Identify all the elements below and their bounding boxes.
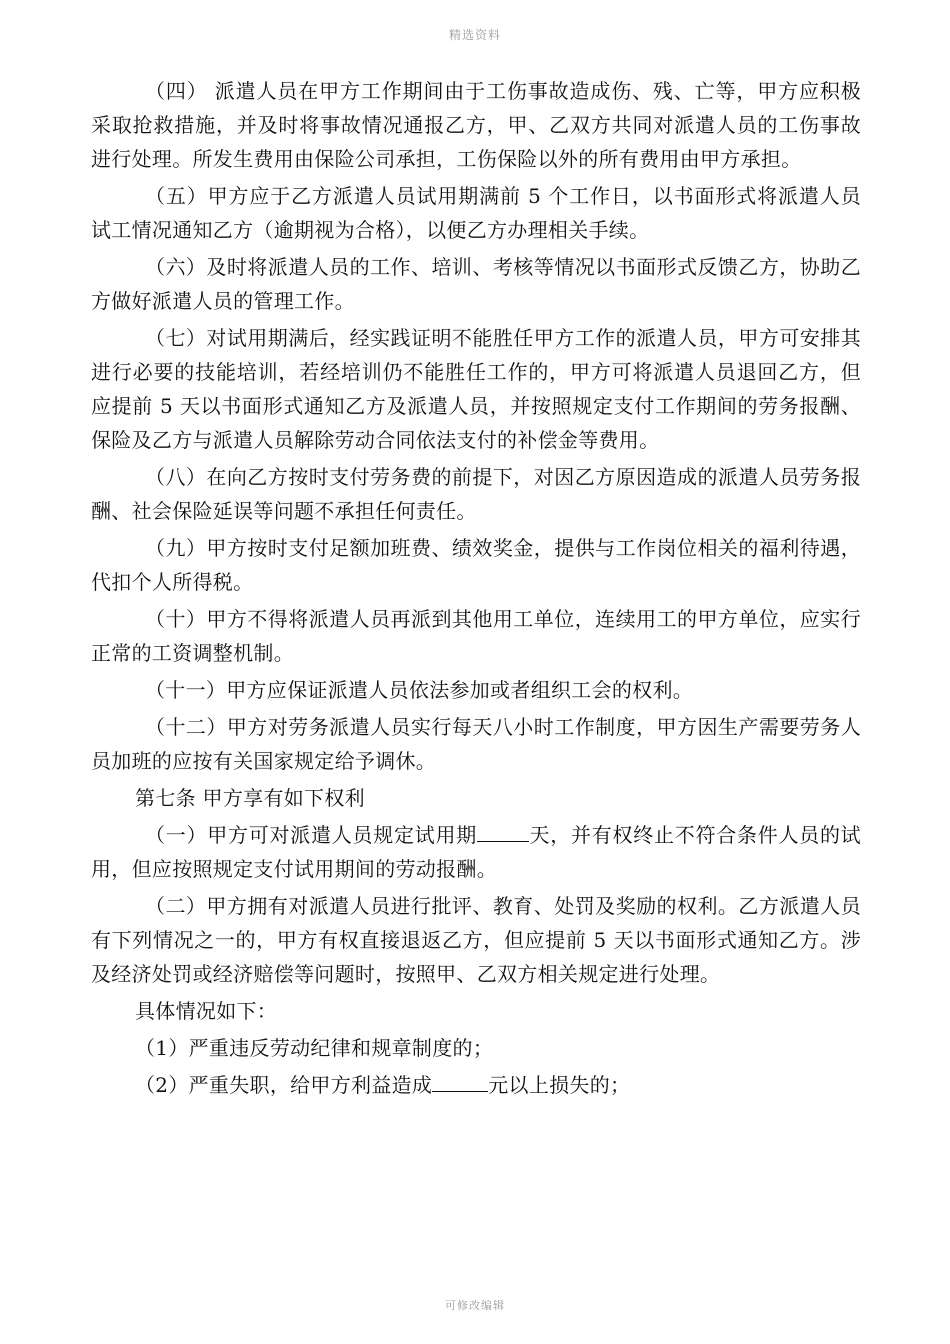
article-7-heading: 第七条 甲方享有如下权利 bbox=[135, 786, 365, 810]
footer-watermark: 可修改编辑 bbox=[445, 1299, 505, 1312]
clause-7: （七）对试用期满后，经实践证明不能胜任甲方工作的派遣人员，甲方可安排其进行必要的技能培训，若经培训仍不能胜任工作的，甲方可将派遣人员退回乙方，但应提前 5 天以书面形式通知乙方及派遣人员，并按照规定支付工作期间的劳务报酬、保险及乙方与派遣人员解除劳动合同依法支付的补偿金等费用。 bbox=[91, 326, 861, 452]
clause-12: （十二）甲方对劳务派遣人员实行每天八小时工作制度，甲方因生产需要劳务人员加班的应按有关国家规定给予调休。 bbox=[91, 715, 861, 773]
header-watermark: 精选资料 bbox=[448, 28, 501, 42]
item-1-text-after: 天，并有权终止不符合条件人员的试用，但应按照规定支付试用期间的劳动报酬。 bbox=[91, 823, 861, 881]
clause-8: （八）在向乙方按时支付劳务费的前提下，对因乙方原因造成的派遣人员劳务报酬、社会保险延误等问题不承担任何责任。 bbox=[91, 465, 861, 523]
clause-10: （十）甲方不得将派遣人员再派到其他用工单位，连续用工的甲方单位，应实行正常的工资调整机制。 bbox=[91, 607, 861, 665]
clause-6: （六）及时将派遣人员的工作、培训、考核等情况以书面形式反馈乙方，协助乙方做好派遣人员的管理工作。 bbox=[91, 255, 861, 313]
clause-4: （四） 派遣人员在甲方工作期间由于工伤事故造成伤、残、亡等，甲方应积极采取抢救措施，并及时将事故情况通报乙方，甲、乙双方共同对派遣人员的工伤事故进行处理。所发生费用由保险公司承担，工伤保险以外的所有费用由甲方承担。 bbox=[91, 79, 861, 171]
clause-5: （五）甲方应于乙方派遣人员试用期满前 5 个工作日，以书面形式将派遣人员试工情况通知乙方（逾期视为合格），以便乙方办理相关手续。 bbox=[91, 184, 861, 242]
article-7-item-1 bbox=[91, 818, 861, 886]
details-heading: 具体情况如下： bbox=[135, 999, 278, 1023]
article-7-item-2: （二）甲方拥有对派遣人员进行批评、教育、处罚及奖励的权利。乙方派遣人员有下列情况之一的，甲方有权直接退返乙方，但应提前 5 天以书面形式通知乙方。涉及经济处罚或经济赔偿等问题时，按照甲、乙双方相关规定进行处理。 bbox=[91, 894, 861, 986]
clause-9: （九）甲方按时支付足额加班费、绩效奖金，提供与工作岗位相关的福利待遇，代扣个人所得税。 bbox=[91, 536, 861, 594]
case-2-text-before: （2）严重失职，给甲方利益造成 bbox=[135, 1073, 433, 1097]
item-1-text-before: （一）甲方可对派遣人员规定试用期 bbox=[145, 823, 477, 847]
case-2-text-after: 元以上损失的； bbox=[488, 1073, 631, 1097]
probation-days-blank bbox=[477, 819, 529, 842]
case-2 bbox=[91, 1068, 861, 1102]
clause-11: （十一）甲方应保证派遣人员依法参加或者组织工会的权利。 bbox=[145, 678, 694, 702]
loss-amount-blank bbox=[432, 1069, 488, 1092]
document-body bbox=[91, 74, 861, 1105]
case-1: （1）严重违反劳动纪律和规章制度的； bbox=[135, 1036, 494, 1060]
